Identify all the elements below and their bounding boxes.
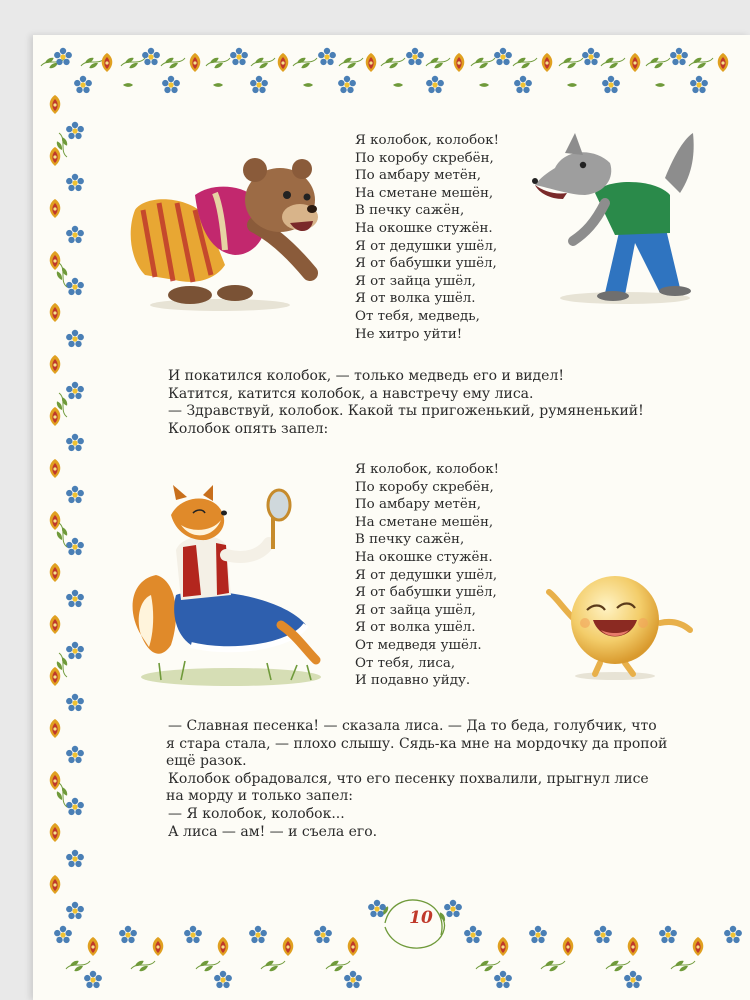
poem-line: По амбару метён, [355,497,482,513]
poem-line: От тебя, медведь, [355,308,480,324]
poem-line: Я колобок, колобок! [355,133,499,148]
kolobok-illustration [545,568,695,683]
prose-line: Колобок опять запел: [168,420,329,437]
poem-line: На сметане мешён, [355,514,494,530]
poem-line: Я от бабушки ушёл, [355,256,497,272]
poem-fox [355,461,499,690]
poem-line: По коробу скребён, [355,150,494,166]
prose-line: я стара стала, — плохо слышу. Сядь-ка мне на мордочку да пропой [166,735,668,752]
poem-line: Я от бабушки ушёл, [355,585,497,601]
page-number: 10 [409,908,433,928]
wolf-illustration [525,133,705,308]
poem-line: Я от дедушки ушёл, [355,567,498,583]
poem-line: От тебя, лиса, [355,655,456,671]
poem-line: Я от волка ушёл. [355,620,476,636]
prose-line: Катится, катится колобок, а навстречу ему лиса. [168,385,534,402]
prose-line: — Славная песенка! — сказала лиса. — Да то беда, голубчик, что [168,718,657,734]
prose-line: — Здравствуй, колобок. Какой ты пригоженький, румяненький! [168,403,644,420]
prose-line: А лиса — ам! — и съела его. [168,823,378,840]
bear-illustration [115,155,330,315]
prose-paragraph-1 [168,368,644,438]
prose-line: И покатился колобок, — только медведь его и видел! [168,368,564,384]
poem-line: И подавно уйду. [355,673,471,689]
book-page [33,35,750,1000]
prose-line: — Я колобок, колобок... [168,805,345,822]
prose-line: на морду и только запел: [166,788,354,805]
poem-line: На окошке стужён. [355,549,493,565]
poem-line: По амбару метён, [355,168,482,184]
poem-line: В печку сажён, [355,203,465,219]
poem-line: Я от волка ушёл. [355,291,476,307]
poem-line: В печку сажён, [355,532,465,548]
poem-line: По коробу скребён, [355,479,494,495]
poem-line: Не хитро уйти! [355,326,463,342]
poem-bear [355,132,499,343]
fox-illustration [121,485,336,690]
poem-line: От медведя ушёл. [355,637,482,653]
prose-line: Колобок обрадовался, что его песенку похвалили, прыгнул лисе [168,770,649,787]
poem-line: На окошке стужён. [355,220,493,236]
prose-line: ещё разок. [166,753,247,770]
poem-line: Я от зайца ушёл, [355,602,476,618]
prose-paragraph-2 [168,718,667,841]
poem-line: Я колобок, колобок! [355,462,499,477]
poem-line: Я от зайца ушёл, [355,273,476,289]
poem-line: На сметане мешён, [355,185,494,201]
poem-line: Я от дедушки ушёл, [355,238,498,254]
